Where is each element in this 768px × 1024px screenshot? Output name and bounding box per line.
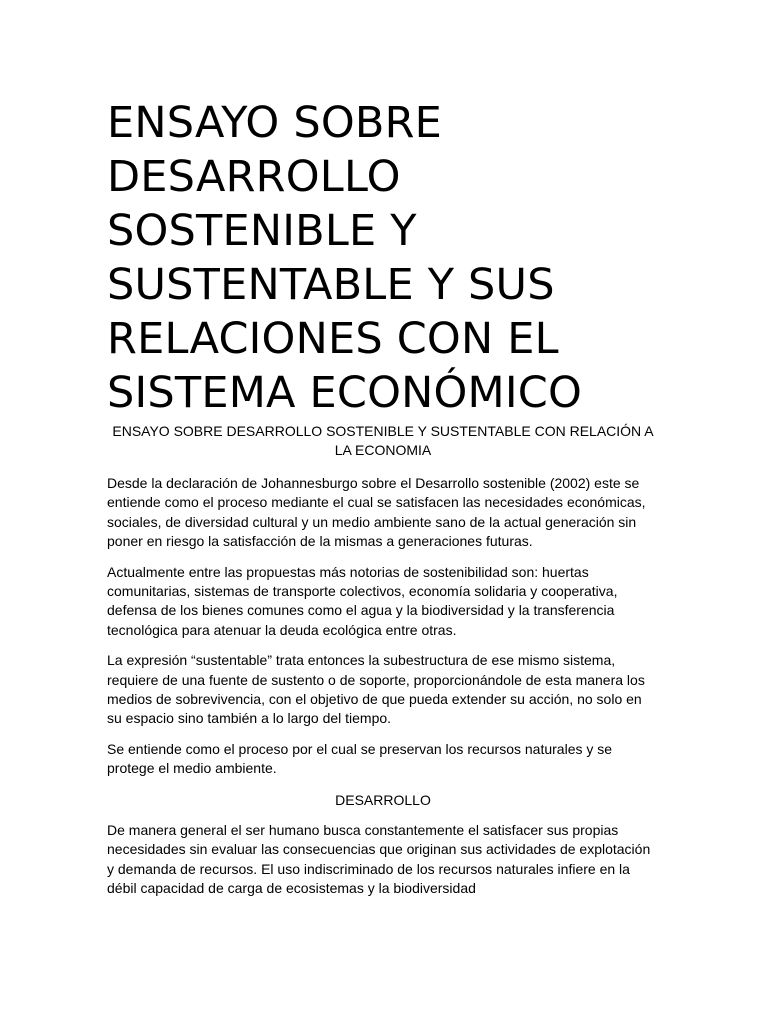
paragraph-desarrollo: De manera general el ser humano busca constantemente el satisfacer sus propias necesidades sin evaluar las consecuencias que originan sus actividades de explotación y demanda de recursos. El uso indiscriminado de los recursos naturales infiere en la débil capacidad de carga de ecosistemas y la biodiversidad [107, 821, 651, 896]
paragraph-preservacion: Se entiende como el proceso por el cual se preservan los recursos naturales y se protege el medio ambiente. [107, 740, 613, 777]
document-subtitle: ENSAYO SOBRE DESARROLLO SOSTENIBLE Y SUSTENTABLE CON RELACIÓN A LA ECONOMIA [112, 423, 654, 458]
document-title: ENSAYO SOBRE DESARROLLO SOSTENIBLE Y SUSTENTABLE Y SUS RELACIONES CON EL SISTEMA ECONÓMICO [107, 98, 582, 418]
document-content [107, 96, 659, 898]
paragraph-johannesburgo: Desde la declaración de Johannesburgo sobre el Desarrollo sostenible (2002) este se entiende como el proceso mediante el cual se satisfacen las necesidades económicas, sociales, de diversidad cultural y un medio ambiente sano de la actual generación sin poner en riesgo la satisfacción de la mismas a generaciones futuras. [107, 475, 646, 550]
paragraph-sustentable: La expresión “sustentable” trata entonces la subestructura de ese mismo sistema, requiere de una fuente de sustento o de soporte, proporcionándole de esta manera los medios de sobrevivencia, con el objetivo de que pueda extender su acción, no solo en su espacio sino también a lo largo del tiempo. [107, 652, 645, 727]
paragraph-propuestas: Actualmente entre las propuestas más notorias de sostenibilidad son: huertas comunitarias, sistemas de transporte colectivos, economía solidaria y cooperativa, defensa de los bienes comunes como el agua y la biodiversidad y la transferencia tecnológica para atenuar la deuda ecológica entre otras. [107, 563, 618, 638]
section-heading-desarrollo: DESARROLLO [335, 791, 431, 808]
